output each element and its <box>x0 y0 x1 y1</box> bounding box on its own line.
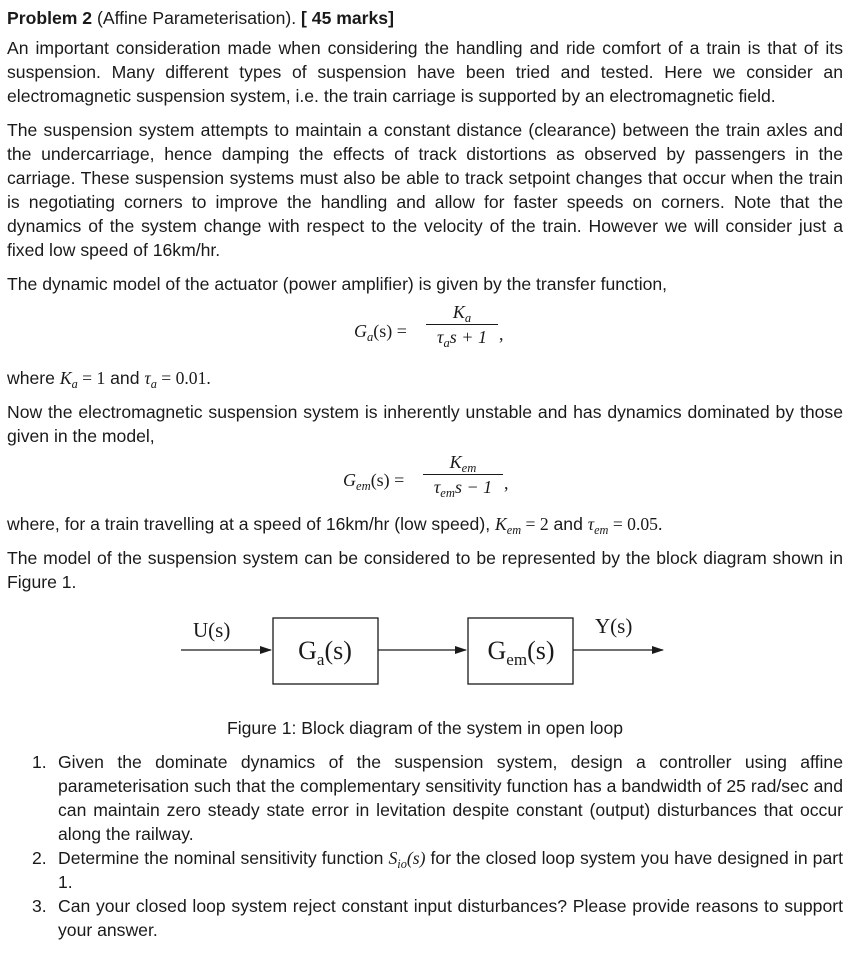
equation-actuator: $G_a(s)$ = $K_a$ $\tau_as + 1$ , <box>354 302 504 350</box>
output-label: Y(s) <box>595 614 633 638</box>
paragraph-intro: An important consideration made when considering the handling and ride comfort of a train is that of its suspension. Many different types of suspension have been tried and tested. Here we consider an electromagnetic suspension system, i.e. the train carriage is supported by an electromagnetic field. <box>7 38 843 106</box>
paragraph-block-diagram-intro: The model of the suspension system can be considered to be represented by the block diagram shown in Figure 1. <box>7 548 843 592</box>
problem-heading <box>7 6 843 30</box>
block-diagram <box>7 600 843 708</box>
list-item: 3. Can your closed loop system reject constant input disturbances? Please provide reasons to support your answer. <box>32 896 843 940</box>
paragraph-em-params: where, for a train travelling at a speed of 16km/hr (low speed), $K_{em} = 2$ and $\tau_{em} = 0.05$. <box>7 514 663 537</box>
fraction-denominator: $\tau_as + 1$ <box>437 327 487 350</box>
actuator-block-label: $G_a(s)$ <box>298 636 352 669</box>
figure-caption: Figure 1: Block diagram of the system in open loop <box>226 718 624 738</box>
equation-fraction <box>426 300 498 349</box>
problem-label: Problem 2 <box>7 8 93 28</box>
fraction-numerator: $K_a$ <box>452 302 472 325</box>
problem-title: (Affine Parameterisation). <box>96 8 297 28</box>
paragraph-suspension: The suspension system attempts to maintain a constant distance (clearance) between the train axles and the undercarriage, hence damping the effects of track distortions as observed by passengers in the carriage. These suspension systems must also be able to track setpoint changes that occur when the train is negotiating corners to improve the handling and allow for faster speeds on corners. Note that the dynamics of the system change with respect to the velocity of the train. However we will consider just a fixed low speed of 16km/hr. <box>7 120 843 260</box>
suspension-block-label: $G_{em}(s)$ <box>487 636 555 669</box>
fraction-denominator: $\tau_{em}s - 1$ <box>433 477 493 500</box>
equation-fraction <box>423 450 503 499</box>
list-item: 2. Determine the nominal sensitivity function $S_{io}(s)$ for the closed loop system you have designed in part 1. <box>32 848 843 892</box>
question-list <box>7 750 843 942</box>
fraction-numerator: $K_{em}$ <box>449 452 477 475</box>
problem-marks: [ 45 marks] <box>301 8 394 28</box>
equation-em: $G_{em}(s)$ = $K_{em}$ $\tau_{em}s - 1$ , <box>343 452 509 500</box>
input-label: U(s) <box>193 618 231 642</box>
paragraph-em-model: Now the electromagnetic suspension system is inherently unstable and has dynamics dominated by those given in the model, <box>7 402 843 446</box>
paragraph-actuator-params: where $K_a = 1$ and $\tau_a = 0.01$. <box>7 368 211 391</box>
equation-lhs: $G_{em}(s)$ = <box>343 470 405 493</box>
paragraph-actuator: The dynamic model of the actuator (power amplifier) is given by the transfer function, <box>7 274 668 294</box>
problem-page <box>7 0 843 942</box>
equation-lhs: $G_a(s)$ = <box>354 321 407 344</box>
list-item: 1. Given the dominate dynamics of the suspension system, design a controller using affine parameterisation such that the complementary sensitivity function has a bandwidth of 25 rad/sec and can maintain zero steady state error in levitation despite constant (output) disturbances that occur along the railway. <box>32 752 843 844</box>
block-diagram-svg <box>7 600 843 708</box>
